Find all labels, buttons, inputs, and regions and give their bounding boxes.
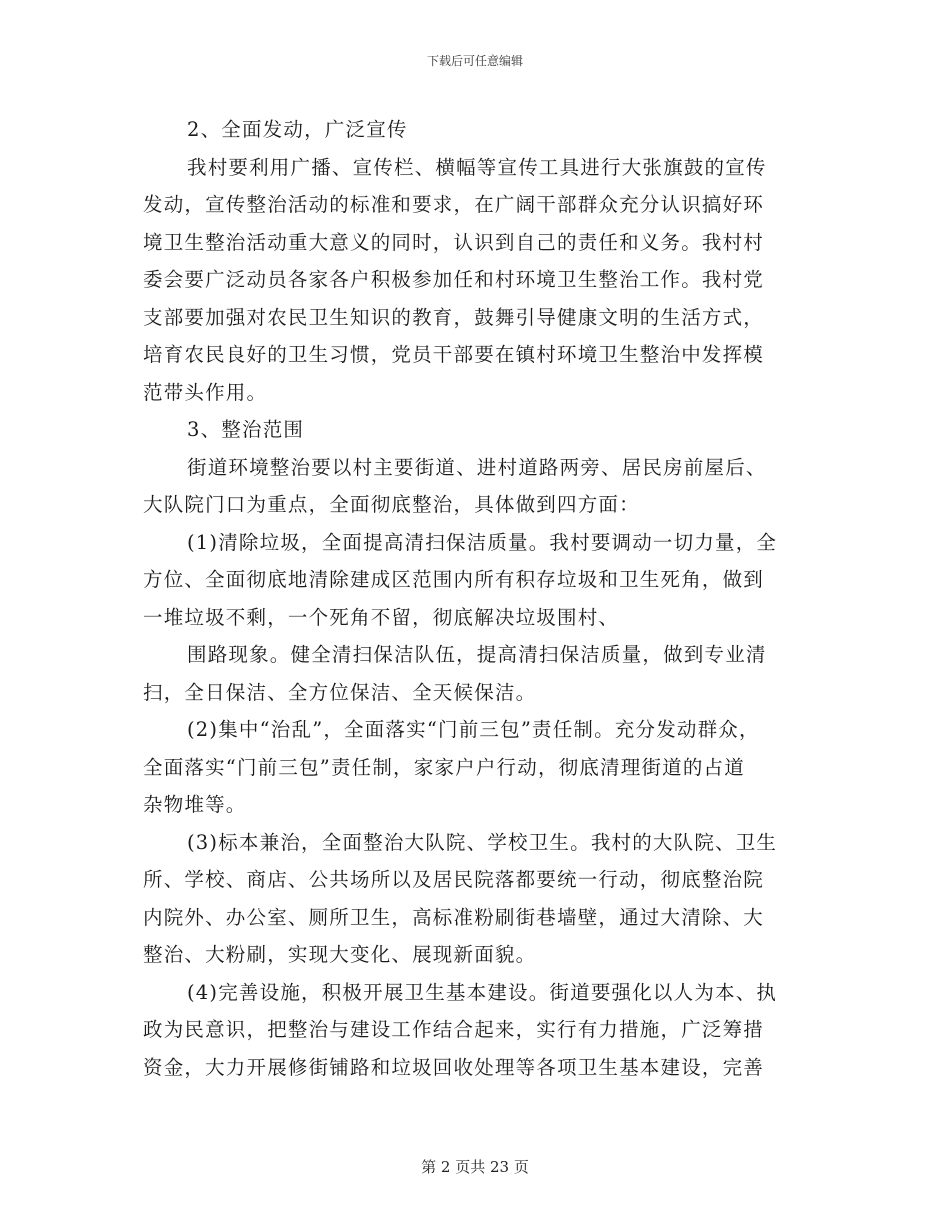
paragraph-line: 范带头作用。: [143, 380, 268, 404]
list-item-line: (2)集中“治乱”，全面落实“门前三包”责任制。充分发动群众，: [187, 718, 760, 741]
paragraph-line: 支部要加强对农民卫生知识的教育，鼓舞引导健康文明的生活方式，: [143, 305, 765, 329]
page-header: 下载后可任意编辑: [426, 54, 523, 68]
paragraph-line: 我村要利用广播、宣传栏、横幅等宣传工具进行大张旗鼓的宣传: [187, 155, 767, 179]
paragraph-line: 委会要广泛动员各家各户积极参加任和村环境卫生整治工作。我村党: [143, 268, 765, 291]
page-number: 第 2 页共 23 页: [421, 1158, 529, 1176]
paragraph-line: 培育农民良好的卫生习惯，党员干部要在镇村环境卫生整治中发挥模: [143, 343, 765, 366]
paragraph-line: 政为民意识，把整治与建设工作结合起来，实行有力措施，广泛筹措: [143, 1018, 765, 1041]
list-item-line: (1)清除垃圾，全面提高清扫保洁质量。我村要调动一切力量，全: [187, 530, 778, 554]
paragraph-line: 街道环境整治要以村主要街道、进村道路两旁、居民房前屋后、: [187, 455, 767, 479]
paragraph-line: 资金，大力开展修街铺路和垃圾回收处理等各项卫生基本建设，完善: [143, 1055, 765, 1079]
list-item-line: (3)标本兼治，全面整治大队院、学校卫生。我村的大队院、卫生: [187, 830, 778, 854]
paragraph-line: 境卫生整治活动重大意义的同时，认识到自己的责任和义务。我村村: [143, 230, 765, 254]
paragraph-line: 全面落实“门前三包”责任制，家家户户行动，彻底清理街道的占道: [143, 755, 745, 779]
paragraph-line: 一堆垃圾不剩，一个死角不留，彻底解决垃圾围村、: [143, 605, 620, 629]
paragraph-line: 方位、全面彻底地清除建成区范围内所有积存垃圾和卫生死角，做到: [143, 568, 765, 591]
paragraph-line: 内院外、办公室、厕所卫生，高标准粉刷街巷墙壁，通过大清除、大: [143, 905, 765, 929]
section-heading: 3、整治范围: [187, 418, 305, 441]
paragraph-line: 发动，宣传整治活动的标准和要求，在广阔干部群众充分认识搞好环: [143, 193, 765, 216]
section-heading: 2、全面发动，广泛宣传: [187, 118, 408, 141]
list-item-line: (4)完善设施，积极开展卫生基本建设。街道要强化以人为本、执: [187, 980, 778, 1004]
paragraph-line: 扫，全日保洁、全方位保洁、全天候保洁。: [143, 680, 537, 704]
paragraph-line: 围路现象。健全清扫保洁队伍，提高清扫保洁质量，做到专业清: [187, 643, 767, 666]
document-body: [143, 111, 833, 1086]
paragraph-line: 所、学校、商店、公共场所以及居民院落都要统一行动，彻底整治院: [143, 868, 765, 891]
paragraph-line: 大队院门口为重点，全面彻底整治，具体做到四方面：: [143, 493, 640, 516]
paragraph-line: 杂物堆等。: [143, 793, 247, 816]
paragraph-line: 整治、大粉刷，实现大变化、展现新面貌。: [143, 943, 537, 966]
